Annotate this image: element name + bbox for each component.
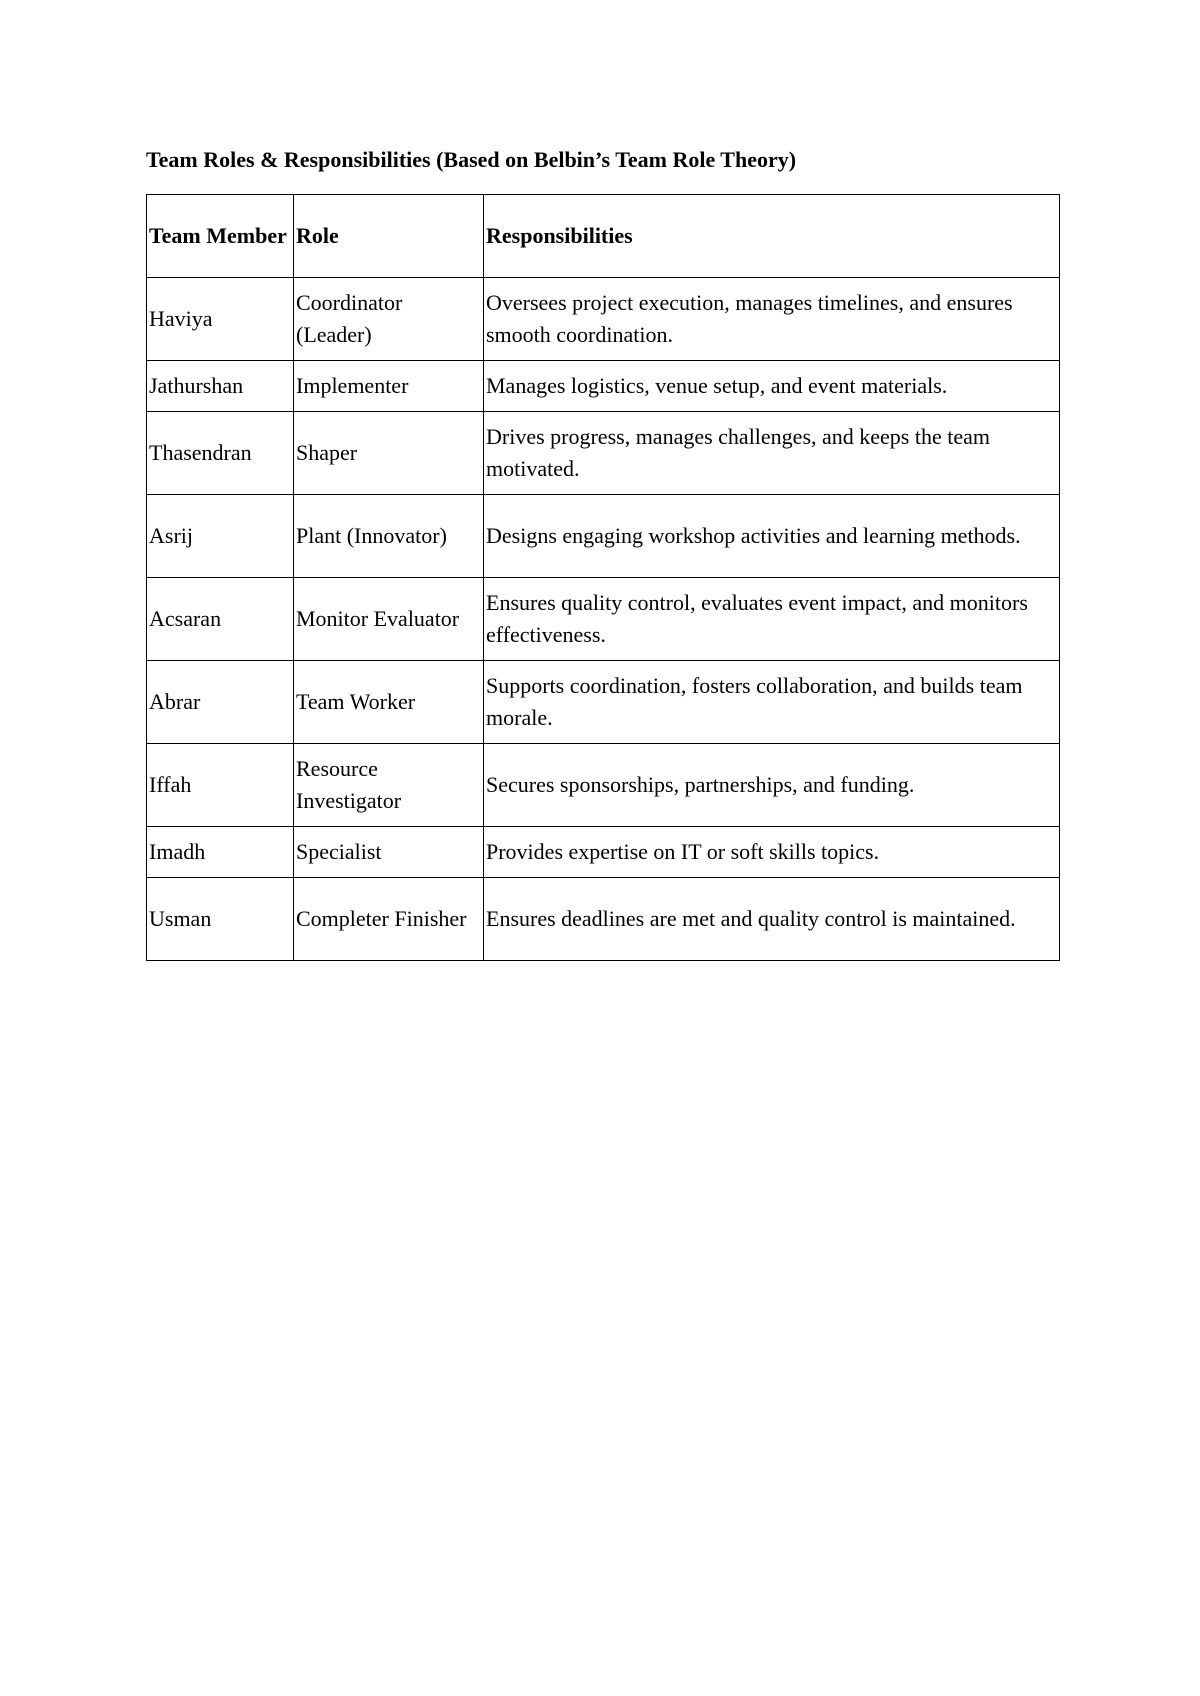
member-cell: Jathurshan <box>147 361 294 412</box>
member-cell: Usman <box>147 878 294 961</box>
table-row <box>147 578 1060 661</box>
role-cell: Specialist <box>294 827 484 878</box>
role-cell: Implementer <box>294 361 484 412</box>
role-cell: Monitor Evaluator <box>294 578 484 661</box>
header-responsibilities: Responsibilities <box>484 195 1060 278</box>
role-cell: Completer Finisher <box>294 878 484 961</box>
role-cell: Team Worker <box>294 661 484 744</box>
table-row <box>147 278 1060 361</box>
table-row <box>147 878 1060 961</box>
table-row <box>147 495 1060 578</box>
responsibilities-cell: Drives progress, manages challenges, and keeps the team motivated. <box>484 412 1060 495</box>
role-cell: Coordinator (Leader) <box>294 278 484 361</box>
role-cell: Resource Investigator <box>294 744 484 827</box>
responsibilities-cell: Ensures deadlines are met and quality control is maintained. <box>484 878 1060 961</box>
role-cell: Shaper <box>294 412 484 495</box>
member-cell: Acsaran <box>147 578 294 661</box>
table-row <box>147 744 1060 827</box>
member-cell: Imadh <box>147 827 294 878</box>
roles-table <box>146 194 1060 961</box>
responsibilities-cell: Secures sponsorships, partnerships, and funding. <box>484 744 1060 827</box>
responsibilities-cell: Provides expertise on IT or soft skills topics. <box>484 827 1060 878</box>
responsibilities-cell: Ensures quality control, evaluates event impact, and monitors effectiveness. <box>484 578 1060 661</box>
member-cell: Haviya <box>147 278 294 361</box>
member-cell: Asrij <box>147 495 294 578</box>
member-cell: Abrar <box>147 661 294 744</box>
table-row <box>147 827 1060 878</box>
member-cell: Iffah <box>147 744 294 827</box>
page-title: Team Roles & Responsibilities (Based on Belbin’s Team Role Theory) <box>146 147 797 172</box>
table-row <box>147 361 1060 412</box>
responsibilities-cell: Designs engaging workshop activities and learning methods. <box>484 495 1060 578</box>
responsibilities-cell: Supports coordination, fosters collaboration, and builds team morale. <box>484 661 1060 744</box>
table-row <box>147 412 1060 495</box>
responsibilities-cell: Oversees project execution, manages timelines, and ensures smooth coordination. <box>484 278 1060 361</box>
responsibilities-cell: Manages logistics, venue setup, and event materials. <box>484 361 1060 412</box>
header-team-member: Team Member <box>147 195 294 278</box>
header-role: Role <box>294 195 484 278</box>
member-cell: Thasendran <box>147 412 294 495</box>
role-cell: Plant (Innovator) <box>294 495 484 578</box>
table-row <box>147 661 1060 744</box>
table-header-row <box>147 195 1060 278</box>
